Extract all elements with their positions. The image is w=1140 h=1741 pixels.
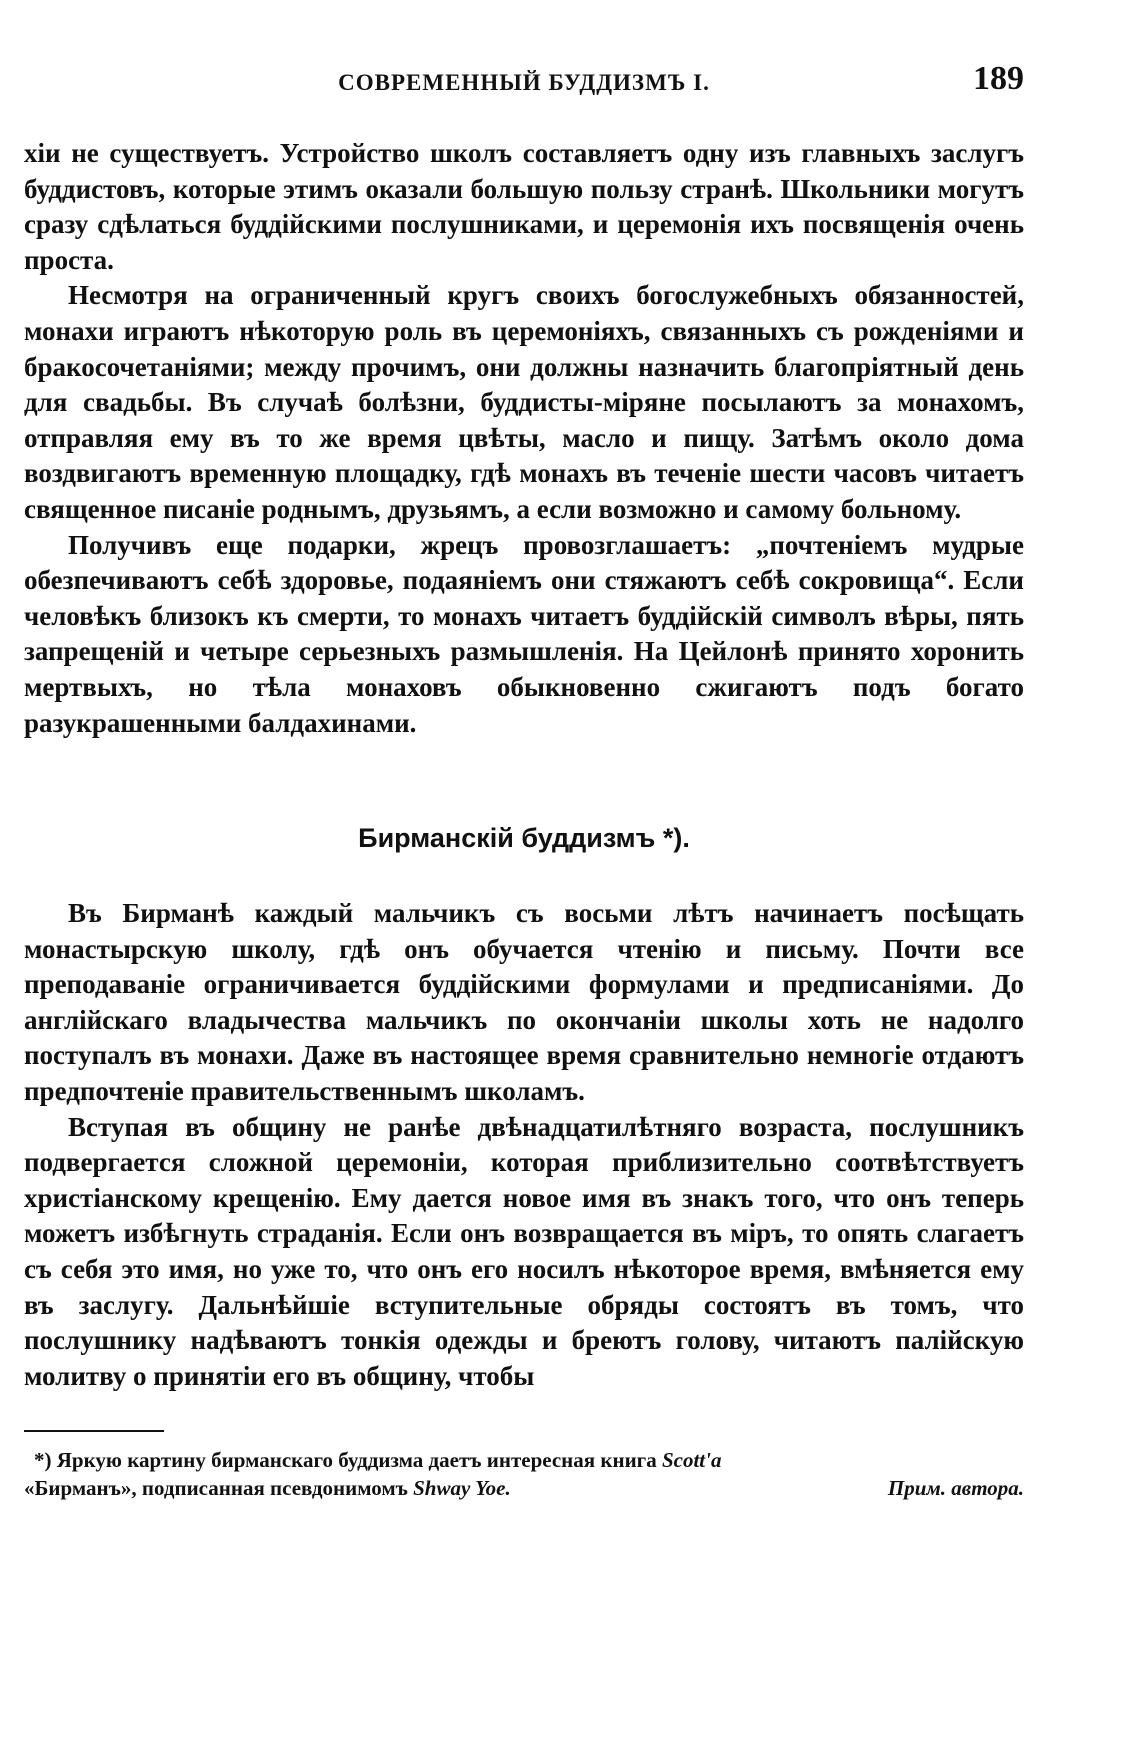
book-page bbox=[24, 60, 1024, 1502]
footnote-author-note: Прим. автора. bbox=[887, 1476, 1024, 1501]
paragraph: Вступая въ общину не ранѣе двѣнадцатилѣтняго возраста, послушникъ подвергается сложной церемоніи, которая приблизительно соотвѣтствуетъ христіанскому крещенію. Ему дается новое имя въ знакъ того, что онъ теперь можетъ избѣгнуть страданія. Если онъ возвращается въ міръ, то опять слагаетъ съ себя это имя, но уже то, что онъ его носилъ нѣкоторое время, вмѣняется ему въ заслугу. Дальнѣйшіе вступительные обряды состоятъ въ томъ, что послушнику надѣваютъ тонкія одежды и бреютъ голову, читаютъ палійскую молитву о принятіи его въ общину, чтобы bbox=[24, 1111, 1024, 1391]
footnote bbox=[24, 1446, 1024, 1502]
section-heading: Бирманскій буддизмъ *). bbox=[358, 823, 690, 854]
paragraph-continued: хіи не существуетъ. Устройство школъ составляетъ одну изъ главныхъ заслугъ буддистовъ, которые этимъ оказали большую пользу странѣ. Школьники могутъ сразу сдѣлаться буддійскими послушниками, и церемонія ихъ посвященія очень проста. bbox=[24, 138, 1024, 275]
footnote-line-2 bbox=[24, 1474, 1024, 1502]
footnote-author: Scott'а bbox=[661, 1448, 722, 1473]
footnote-line-1 bbox=[24, 1446, 1024, 1474]
footnote-divider bbox=[24, 1430, 164, 1432]
paragraph: Получивъ еще подарки, жрецъ провозглашаетъ: „почтеніемъ мудрые обезпечиваютъ себѣ здоровье, подаяніемъ они стяжаютъ себѣ сокровища“. Если человѣкъ близокъ къ смерти, то монахъ читаетъ буддійскій символъ вѣры, пять запрещеній и четыре серьезныхъ размышленія. На Цейлонѣ принято хоронить мертвыхъ, но тѣла монаховъ обыкновенно сжигаютъ подъ богато разукрашенными балдахинами. bbox=[24, 529, 1024, 738]
footnote-text: «Бирманъ», подписанная псевдонимомъ bbox=[24, 1476, 414, 1501]
running-title: СОВРЕМЕННЫЙ БУДДИЗМЪ І. bbox=[338, 70, 710, 95]
footnote-pseudonym: Shway Yoe. bbox=[413, 1476, 511, 1501]
paragraph: Въ Бирманѣ каждый мальчикъ съ восьми лѣтъ начинаетъ посѣщать монастырскую школу, гдѣ онъ обучается чтенію и письму. Почти все преподаваніе ограничивается буддійскими формулами и предписаніями. До англійскаго владычества мальчикъ по окончаніи школы хоть не надолго поступалъ въ монахи. Даже въ настоящее время сравнительно немногіе отдаютъ предпочтеніе правительственнымъ школамъ. bbox=[24, 898, 1024, 1107]
page-number: 189 bbox=[973, 60, 1024, 97]
paragraph: Несмотря на ограниченный кругъ своихъ богослужебныхъ обязанностей, монахи играютъ нѣкоторую роль въ церемоніяхъ, связанныхъ съ рожденіями и бракосочетаніями; между прочимъ, они должны назначить благопріятный день для свадьбы. Въ случаѣ болѣзни, буддисты-міряне посылаютъ за монахомъ, отправляя ему въ то же время цвѣты, масло и пищу. Затѣмъ около дома воздвигаютъ временную площадку, гдѣ монахъ въ теченіе шести часовъ читаетъ священное писаніе роднымъ, друзьямъ, а если возможно и самому больному. bbox=[24, 280, 1024, 524]
footnote-text: *) Яркую картину бирманскаго буддизма даетъ интересная книга bbox=[34, 1448, 662, 1473]
running-header bbox=[24, 60, 1024, 110]
